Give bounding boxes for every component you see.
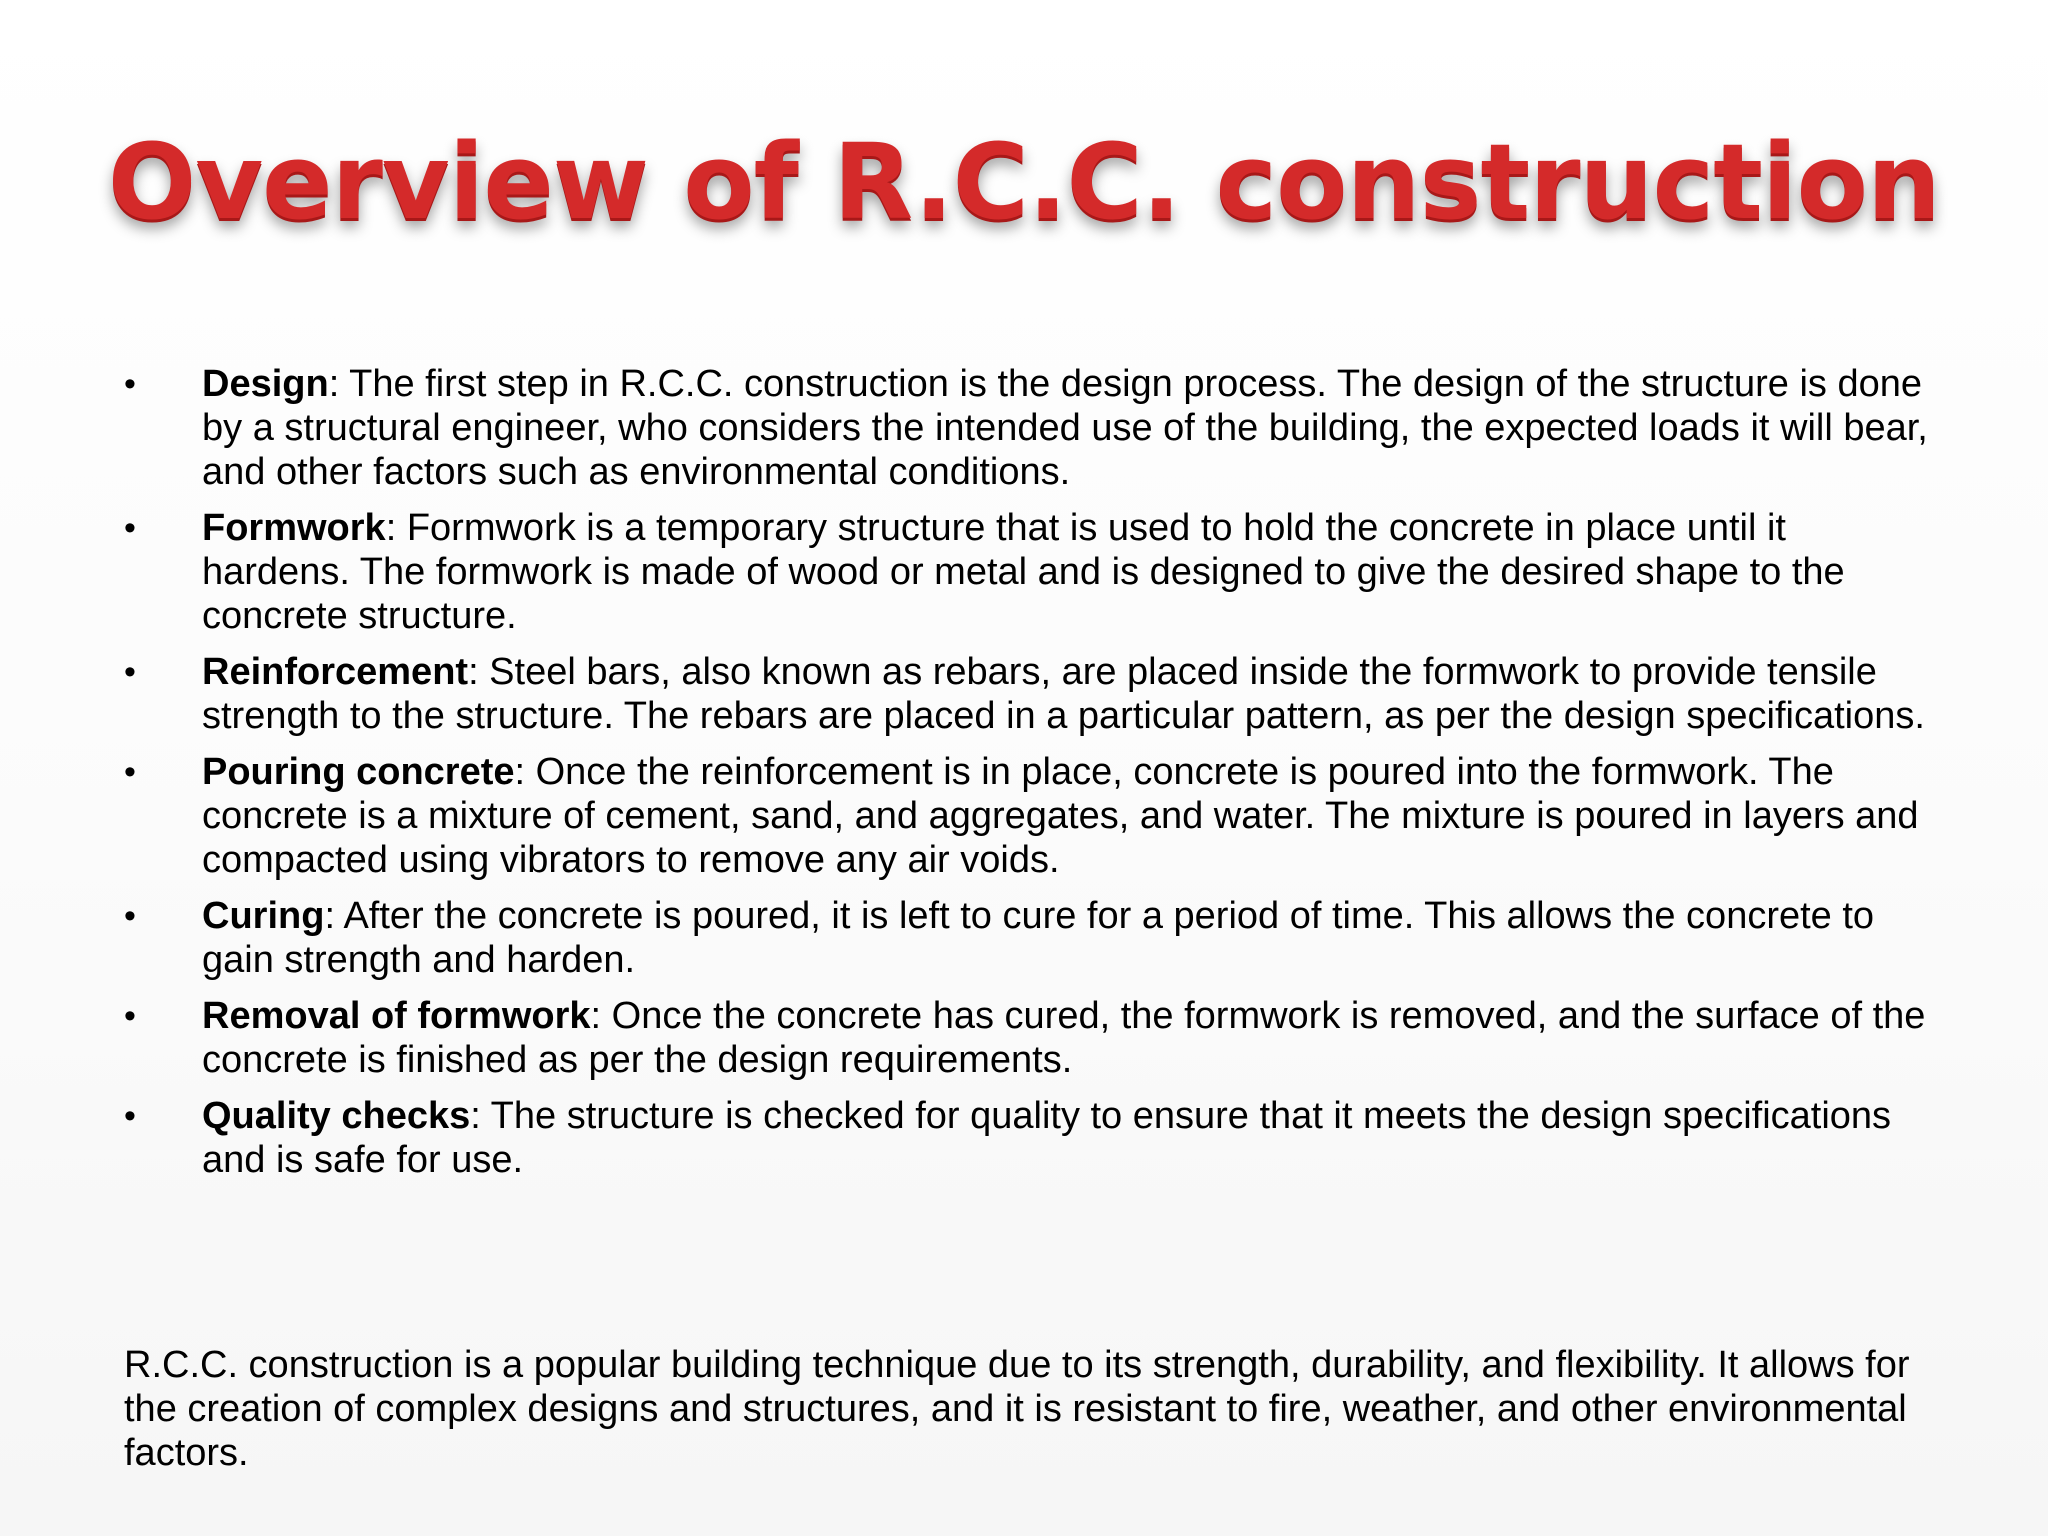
bullet-item-reinforcement (124, 650, 1944, 738)
bullet-icon: • (124, 753, 136, 791)
bullet-text: : After the concrete is poured, it is left to cure for a period of time. This allows the concrete to gain strength and harden. (202, 895, 1875, 981)
bullet-icon: • (124, 997, 136, 1035)
bullet-icon: • (124, 653, 136, 691)
bullet-text: : The first step in R.C.C. construction is the design process. The design of the structure is done by a structural engineer, who considers the intended use of the building, the expected loads it will bear, and other factors such as environmental conditions. (202, 363, 1928, 493)
bullet-text: : Once the reinforcement is in place, concrete is poured into the formwork. The concrete is a mixture of cement, sand, and aggregates, and water. The mixture is poured in layers and compacted using vibrators to remove any air voids. (202, 751, 1919, 881)
bullet-item-quality-checks (124, 1094, 1944, 1182)
bullet-term: Removal of formwork (202, 995, 591, 1037)
conclusion-paragraph: R.C.C. construction is a popular building technique due to its strength, durability, and flexibility. It allows for the creation of complex designs and structures, and it is resistant to fire, weather, and other environmental factors. (124, 1344, 1910, 1474)
bullet-term: Pouring concrete (202, 751, 515, 793)
bullet-icon: • (124, 897, 136, 935)
bullet-term: Quality checks (202, 1095, 471, 1137)
bullet-item-formwork (124, 506, 1944, 638)
bullet-term: Reinforcement (202, 651, 469, 693)
bullet-item-pouring-concrete (124, 750, 1944, 882)
bullet-icon: • (124, 365, 136, 403)
bullet-item-removal-of-formwork (124, 994, 1944, 1082)
bullet-text: : The structure is checked for quality to ensure that it meets the design specifications and is safe for use. (202, 1095, 1892, 1181)
slide-title: Overview of R.C.C. construction (107, 121, 1941, 243)
bullet-icon: • (124, 509, 136, 547)
bullet-item-curing (124, 894, 1944, 982)
bullet-list (124, 362, 1944, 1194)
bullet-item-design (124, 362, 1944, 494)
bullet-term: Formwork (202, 507, 386, 549)
bullet-text: : Formwork is a temporary structure that is used to hold the concrete in place until it hardens. The formwork is made of wood or metal and is designed to give the desired shape to the concrete structure. (202, 507, 1845, 637)
bullet-term: Curing (202, 895, 325, 937)
bullet-icon: • (124, 1097, 136, 1135)
bullet-term: Design (202, 363, 329, 405)
bullet-text: : Steel bars, also known as rebars, are placed inside the formwork to provide tensile strength to the structure. The rebars are placed in a particular pattern, as per the design specifications. (202, 651, 1925, 737)
bullet-text: : Once the concrete has cured, the formwork is removed, and the surface of the concrete is finished as per the design requirements. (202, 995, 1926, 1081)
